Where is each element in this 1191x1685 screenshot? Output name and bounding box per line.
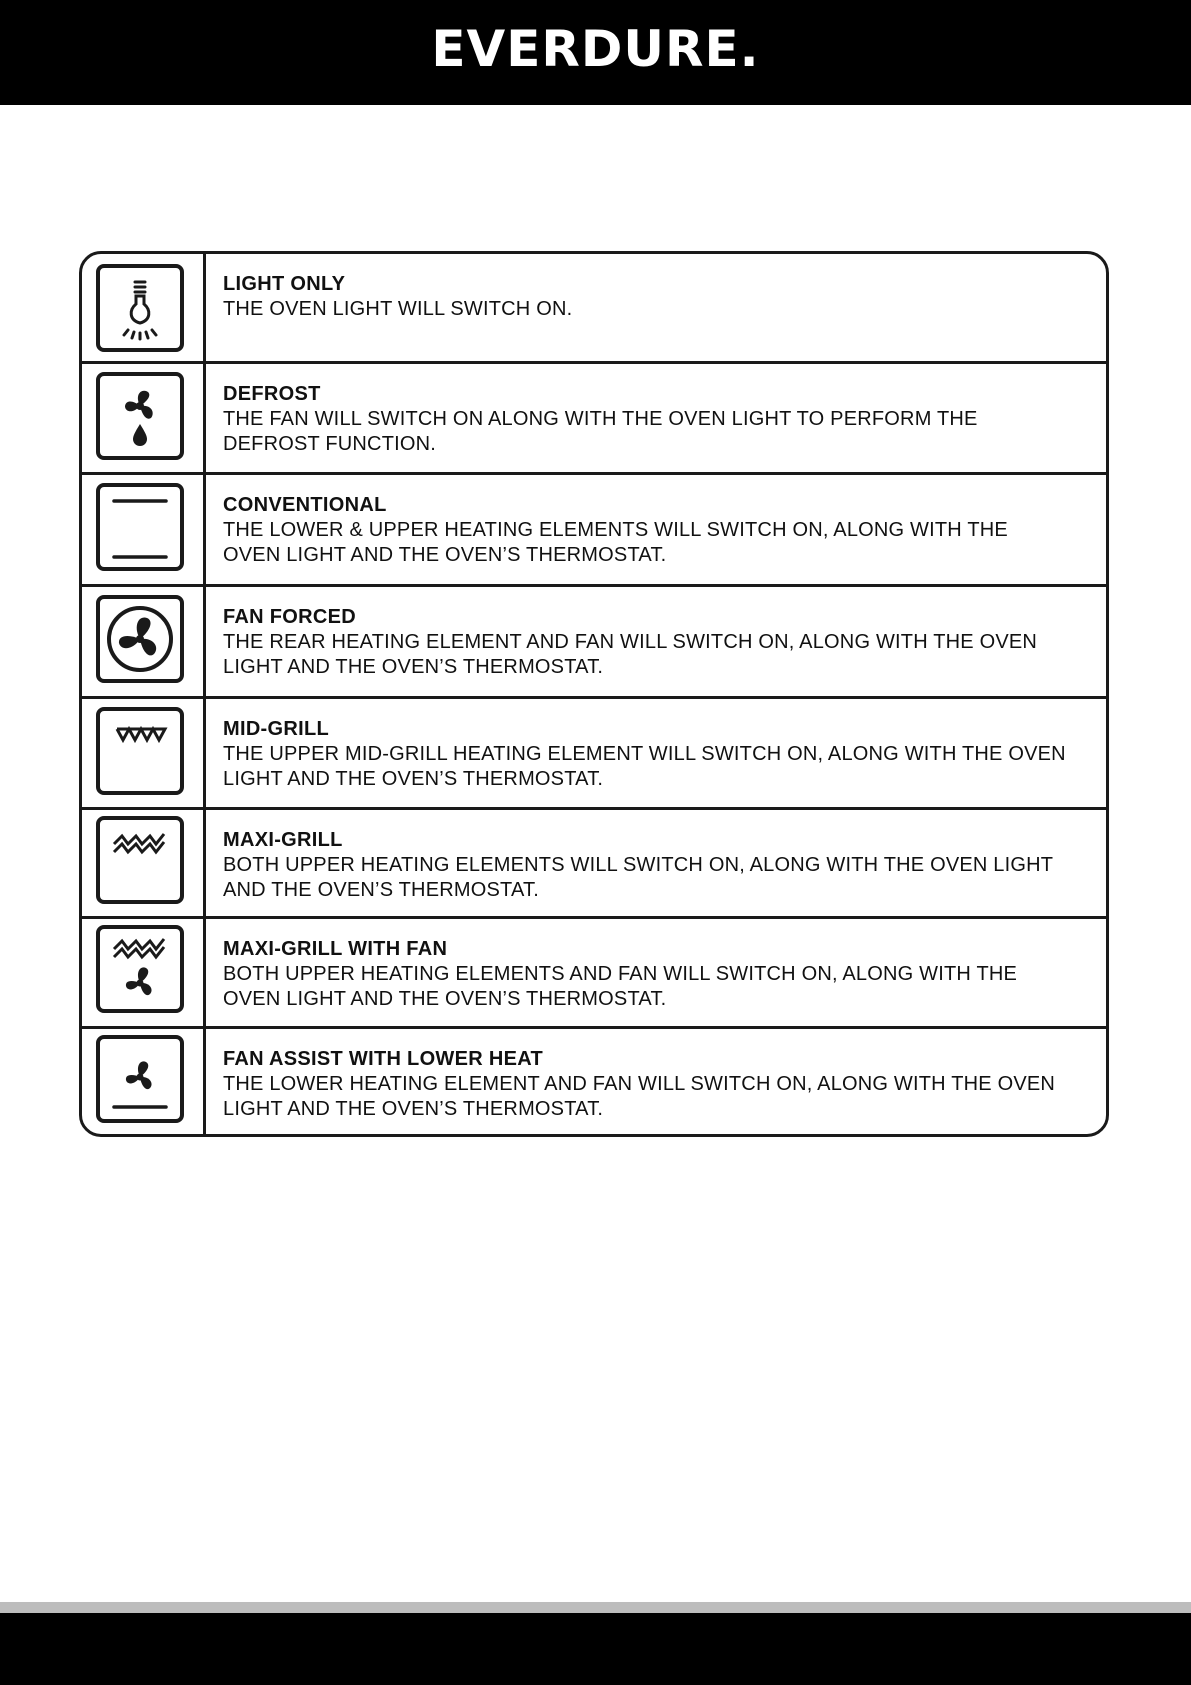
conventional-icon bbox=[96, 483, 184, 571]
function-description: BOTH UPPER HEATING ELEMENTS AND FAN WILL SWITCH ON, ALONG WITH THE OVEN LIGHT AND THE OVEN’S THERMOSTAT. bbox=[223, 963, 1018, 1010]
defrost-icon bbox=[96, 372, 184, 460]
function-title: FAN ASSIST WITH LOWER HEAT bbox=[223, 1048, 544, 1070]
footer-stripe bbox=[0, 1602, 1191, 1613]
function-title: CONVENTIONAL bbox=[223, 494, 387, 516]
function-row-conventional bbox=[82, 475, 1106, 587]
fan-forced-icon bbox=[96, 595, 184, 683]
maxi-grill-fan-icon bbox=[96, 925, 184, 1013]
function-description: BOTH UPPER HEATING ELEMENTS WILL SWITCH ON, ALONG WITH THE OVEN LIGHT AND THE OVEN’S THERMOSTAT. bbox=[223, 854, 1053, 901]
function-row-fan-forced bbox=[82, 587, 1106, 699]
mid-grill-icon bbox=[96, 707, 184, 795]
function-row-mid-grill bbox=[82, 699, 1106, 810]
function-row-light-only bbox=[82, 254, 1106, 364]
header-bar bbox=[0, 0, 1191, 105]
function-description: THE UPPER MID-GRILL HEATING ELEMENT WILL SWITCH ON, ALONG WITH THE OVEN LIGHT AND THE OVEN’S THERMOSTAT. bbox=[223, 743, 1066, 790]
oven-functions-table bbox=[79, 251, 1109, 1137]
function-row-maxi-grill-with-fan bbox=[82, 919, 1106, 1029]
fan-lower-heat-icon bbox=[96, 1035, 184, 1123]
function-description: THE REAR HEATING ELEMENT AND FAN WILL SWITCH ON, ALONG WITH THE OVEN LIGHT AND THE OVEN’S THERMOSTAT. bbox=[223, 631, 1038, 678]
light-bulb-icon bbox=[96, 264, 184, 352]
function-row-maxi-grill bbox=[82, 810, 1106, 919]
function-description: THE OVEN LIGHT WILL SWITCH ON. bbox=[223, 298, 573, 320]
function-title: LIGHT ONLY bbox=[223, 273, 346, 295]
function-row-defrost bbox=[82, 364, 1106, 475]
function-title: FAN FORCED bbox=[223, 606, 356, 628]
function-title: MID-GRILL bbox=[223, 718, 330, 740]
maxi-grill-icon bbox=[96, 816, 184, 904]
function-description: THE FAN WILL SWITCH ON ALONG WITH THE OVEN LIGHT TO PERFORM THE DEFROST FUNCTION. bbox=[223, 408, 978, 455]
footer-bar bbox=[0, 1613, 1191, 1685]
function-description: THE LOWER & UPPER HEATING ELEMENTS WILL SWITCH ON, ALONG WITH THE OVEN LIGHT AND THE OVEN’S THERMOSTAT. bbox=[223, 519, 1008, 566]
function-title: MAXI-GRILL bbox=[223, 829, 343, 851]
function-title: DEFROST bbox=[223, 383, 321, 405]
function-title: MAXI-GRILL WITH FAN bbox=[223, 938, 448, 960]
function-row-fan-assist-lower-heat bbox=[82, 1029, 1106, 1137]
brand-logo: EVERDURE. bbox=[431, 20, 760, 78]
function-description: THE LOWER HEATING ELEMENT AND FAN WILL SWITCH ON, ALONG WITH THE OVEN LIGHT AND THE OVEN’S THERMOSTAT. bbox=[223, 1073, 1056, 1120]
